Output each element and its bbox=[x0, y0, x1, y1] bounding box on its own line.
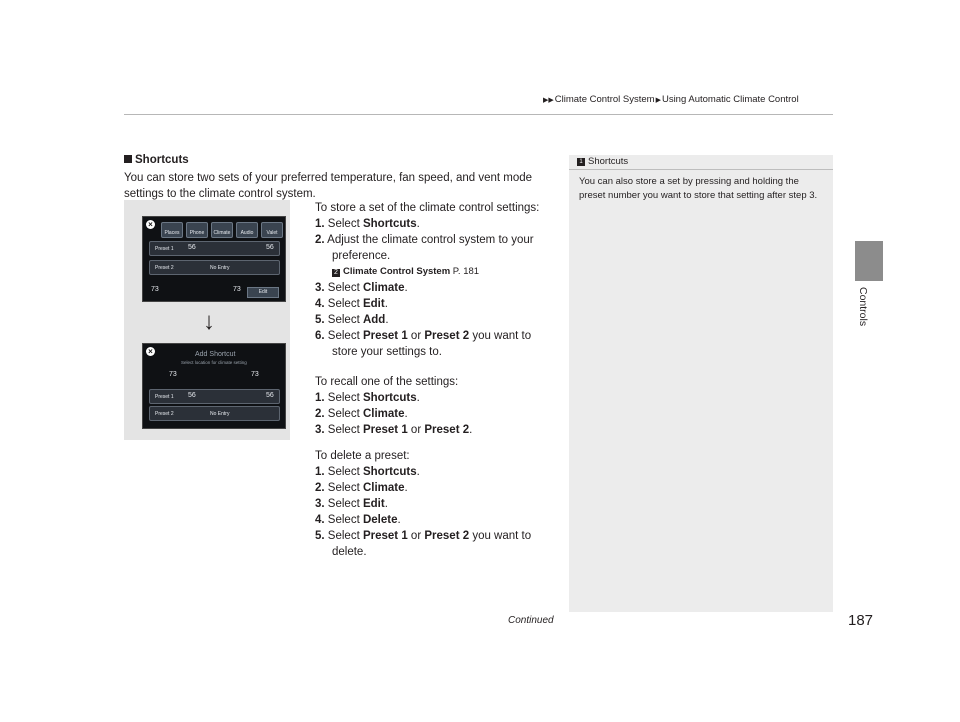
preset-2-label: Preset 2 bbox=[155, 411, 174, 417]
close-icon: × bbox=[146, 220, 155, 229]
store-step-2: 2. Adjust the climate control system to your bbox=[315, 234, 534, 246]
nav-climate: Climate bbox=[211, 222, 233, 238]
breadcrumb-part-1: Climate Control System bbox=[554, 94, 655, 105]
preset-2-label: Preset 2 bbox=[155, 265, 174, 271]
note-panel bbox=[569, 155, 833, 612]
side-tab-label: Controls bbox=[857, 287, 869, 327]
temp-right: 73 bbox=[251, 371, 259, 378]
delete-step-4: 4. Select Delete. bbox=[315, 514, 401, 526]
delete-step-5: 5. Select Preset 1 or Preset 2 you want to bbox=[315, 530, 532, 542]
store-step-5: 5. Select Add. bbox=[315, 314, 389, 326]
preset-1-row bbox=[149, 241, 280, 256]
nav-places: Places bbox=[161, 222, 183, 238]
store-step-1: 1. Select Shortcuts. bbox=[315, 218, 420, 230]
temp-left: 73 bbox=[169, 371, 177, 378]
temp-right: 73 bbox=[233, 286, 241, 293]
add-shortcut-subtitle: Select location for climate setting bbox=[181, 360, 247, 365]
side-tab-marker bbox=[855, 241, 883, 281]
delete-step-2: 2. Select Climate. bbox=[315, 482, 408, 494]
header-rule bbox=[124, 114, 833, 115]
preset-1-row bbox=[149, 389, 280, 404]
screen-nav bbox=[161, 222, 283, 238]
preset-2-row bbox=[149, 406, 280, 421]
note-divider bbox=[569, 169, 833, 170]
recall-step-2: 2. Select Climate. bbox=[315, 408, 408, 420]
store-step-3: 3. Select Climate. bbox=[315, 282, 408, 294]
delete-step-3: 3. Select Edit. bbox=[315, 498, 388, 510]
note-body: You can also store a set by pressing and holding the preset number you want to store that setting after step 3. bbox=[579, 176, 818, 201]
recall-steps bbox=[315, 374, 565, 438]
recall-step-1: 1. Select Shortcuts. bbox=[315, 392, 420, 404]
store-step-6-cont: store your settings to. bbox=[332, 346, 442, 358]
no-entry-label: No Entry bbox=[210, 411, 230, 417]
section-intro: You can store two sets of your preferred temperature, fan speed, and vent mode settings to the climate control system. bbox=[124, 172, 533, 200]
preset-1-left-temp: 56 bbox=[188, 244, 196, 251]
continued-label: Continued bbox=[508, 615, 554, 626]
store-step-2-cont: preference. bbox=[332, 250, 391, 262]
nav-valet: Valet bbox=[261, 222, 283, 238]
close-icon: × bbox=[146, 347, 155, 356]
delete-steps bbox=[315, 448, 565, 560]
preset-1-right-temp: 56 bbox=[266, 244, 274, 251]
breadcrumb bbox=[542, 94, 799, 105]
add-shortcut-title: Add Shortcut bbox=[195, 351, 236, 358]
store-step-6: 6. Select Preset 1 or Preset 2 you want to bbox=[315, 330, 532, 342]
preset-1-left-temp: 56 bbox=[188, 392, 196, 399]
no-entry-label: No Entry bbox=[210, 265, 230, 271]
arrow-down-icon: ↓ bbox=[203, 308, 215, 335]
section-title-text: Shortcuts bbox=[135, 154, 189, 166]
recall-step-3: 3. Select Preset 1 or Preset 2. bbox=[315, 424, 473, 436]
temp-left: 73 bbox=[151, 286, 159, 293]
preset-1-label: Preset 1 bbox=[155, 246, 174, 252]
screen-shortcuts bbox=[142, 216, 286, 302]
nav-audio: Audio bbox=[236, 222, 258, 238]
preset-2-row bbox=[149, 260, 280, 275]
preset-1-right-temp: 56 bbox=[266, 392, 274, 399]
side-tab bbox=[855, 287, 883, 347]
delete-lead: To delete a preset: bbox=[315, 450, 410, 462]
store-lead: To store a set of the climate control settings: bbox=[315, 202, 540, 214]
note-title: Shortcuts bbox=[588, 156, 629, 167]
section-title bbox=[124, 154, 189, 166]
store-steps bbox=[315, 200, 565, 360]
square-bullet-icon bbox=[124, 155, 132, 163]
triangle-right-icon: ▶▶ bbox=[543, 97, 554, 104]
note-icon: 1 bbox=[577, 158, 585, 166]
nav-phone: Phone bbox=[186, 222, 208, 238]
note-header bbox=[569, 155, 833, 169]
delete-step-1: 1. Select Shortcuts. bbox=[315, 466, 420, 478]
breadcrumb-part-2: Using Automatic Climate Control bbox=[661, 94, 799, 105]
page-number: 187 bbox=[848, 612, 874, 629]
cross-reference: 2 Climate Control System P. 181 bbox=[315, 264, 565, 280]
recall-lead: To recall one of the settings: bbox=[315, 376, 459, 388]
screen-add-shortcut bbox=[142, 343, 286, 429]
store-step-4: 4. Select Edit. bbox=[315, 298, 388, 310]
reference-icon: 2 bbox=[332, 269, 340, 277]
preset-1-label: Preset 1 bbox=[155, 394, 174, 400]
edit-button: Edit bbox=[247, 287, 279, 298]
triangle-right-icon: ▶ bbox=[655, 97, 661, 104]
delete-step-5-cont: delete. bbox=[332, 546, 367, 558]
